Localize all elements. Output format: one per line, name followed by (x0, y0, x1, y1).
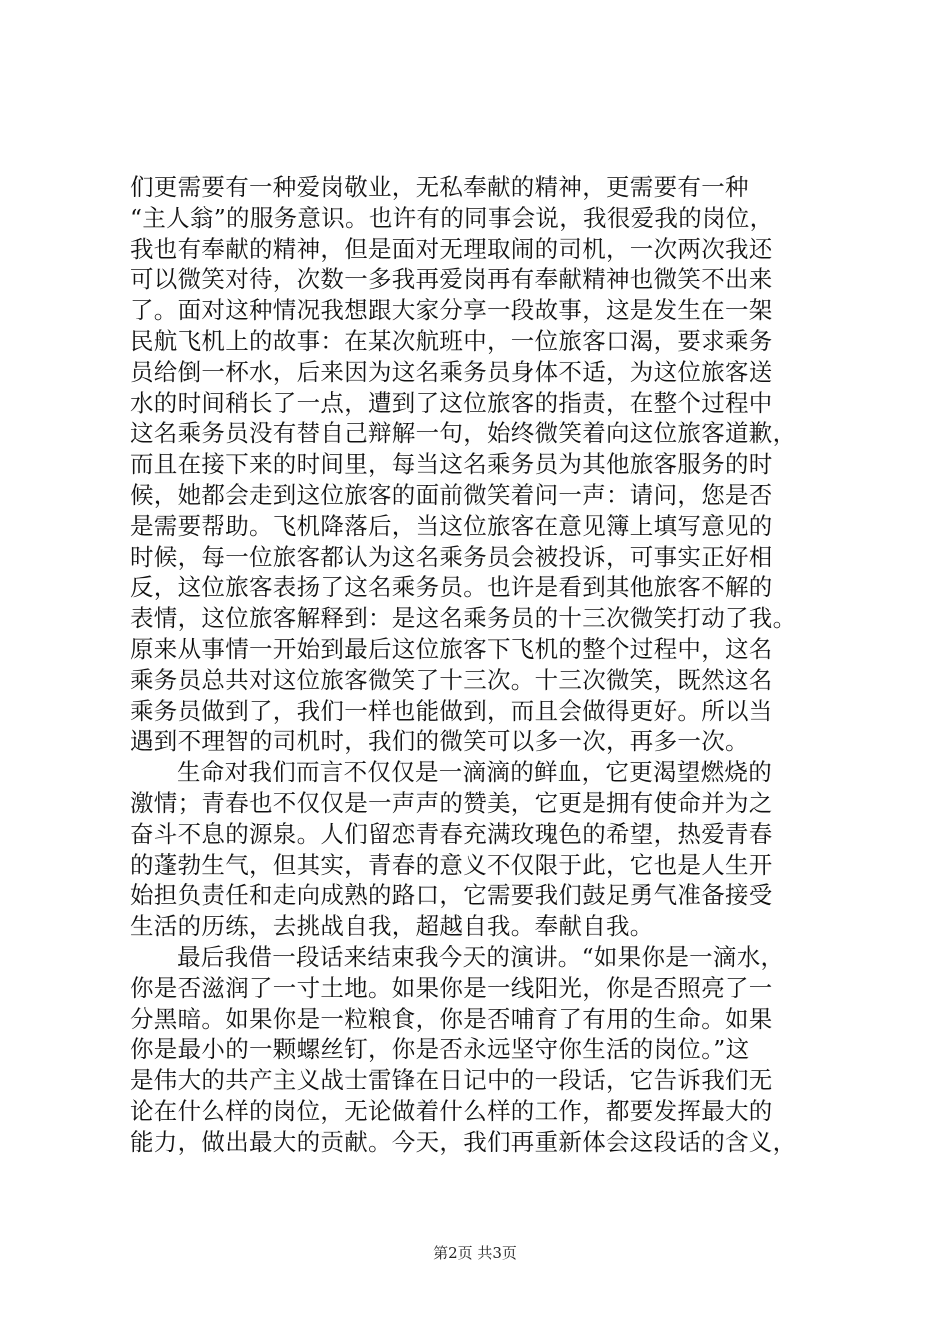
text-line: 候，她都会走到这位旅客的面前微笑着问一声：请问，您是否 (130, 480, 773, 509)
text-line: 遇到不理智的司机时，我们的微笑可以多一次，再多一次。 (130, 727, 749, 756)
text-line: 而且在接下来的时间里，每当这名乘务员为其他旅客服务的时 (130, 450, 773, 479)
text-line: 反，这位旅客表扬了这名乘务员。也许是看到其他旅客不解的 (130, 573, 773, 602)
text-line: 员给倒一杯水，后来因为这名乘务员身体不适，为这位旅客送 (130, 357, 773, 386)
text-line: 分黑暗。如果你是一粒粮食，你是否哺育了有用的生命。如果 (130, 1004, 773, 1033)
text-line: 乘务员总共对这位旅客微笑了十三次。十三次微笑，既然这名 (130, 665, 773, 694)
text-line: 奋斗不息的源泉。人们留恋青春充满玫瑰色的希望，热爱青春 (130, 819, 773, 848)
text-line: 的蓬勃生气，但其实，青春的意义不仅限于此，它也是人生开 (130, 850, 773, 879)
text-line: 可以微笑对待，次数一多我再爱岗再有奉献精神也微笑不出来 (130, 265, 773, 294)
text-line: 始担负责任和走向成熟的路口，它需要我们鼓足勇气准备接受 (130, 881, 773, 910)
text-line: 表情，这位旅客解释到：是这名乘务员的十三次微笑打动了我。 (130, 604, 797, 633)
text-line: 水的时间稍长了一点，遭到了这位旅客的指责，在整个过程中 (130, 388, 773, 417)
text-line: 是伟大的共产主义战士雷锋在日记中的一段话，它告诉我们无 (130, 1066, 773, 1095)
text-line: 激情；青春也不仅仅是一声声的赞美，它更是拥有使命并为之 (130, 788, 773, 817)
text-line: 论在什么样的岗位，无论做着什么样的工作，都要发挥最大的 (130, 1096, 773, 1125)
paragraph-start-line: 最后我借一段话来结束我今天的演讲。“如果你是一滴水， (177, 942, 785, 971)
text-line: 时候，每一位旅客都认为这名乘务员会被投诉，可事实正好相 (130, 542, 773, 571)
text-line: “主人翁”的服务意识。也许有的同事会说，我很爱我的岗位， (130, 203, 774, 232)
text-line: 你是否滋润了一寸土地。如果你是一线阳光，你是否照亮了一 (130, 973, 773, 1002)
text-line: 们更需要有一种爱岗敬业，无私奉献的精神，更需要有一种 (130, 173, 749, 201)
text-line: 这名乘务员没有替自己辩解一句，始终微笑着向这位旅客道歉， (130, 419, 797, 448)
text-line: 能力，做出最大的贡献。今天，我们再重新体会这段话的含义， (130, 1127, 797, 1156)
page-number-footer: 第2页 共3页 (433, 1244, 517, 1262)
text-line: 了。面对这种情况我想跟大家分享一段故事，这是发生在一架 (130, 296, 773, 325)
text-line: 乘务员做到了，我们一样也能做到，而且会做得更好。所以当 (130, 696, 773, 725)
body-text (130, 172, 830, 1158)
text-line: 是需要帮助。飞机降落后，当这位旅客在意见簿上填写意见的 (130, 511, 773, 540)
text-line: 我也有奉献的精神，但是面对无理取闹的司机，一次两次我还 (130, 234, 773, 263)
paragraph-start-line: 生命对我们而言不仅仅是一滴滴的鲜血，它更渴望燃烧的 (177, 758, 772, 787)
text-line: 你是最小的一颗螺丝钉，你是否永远坚守你生活的岗位。”这 (130, 1035, 750, 1064)
text-line: 生活的历练，去挑战自我，超越自我。奉献自我。 (130, 912, 654, 941)
text-line: 原来从事情一开始到最后这位旅客下飞机的整个过程中，这名 (130, 634, 773, 663)
text-line: 民航飞机上的故事：在某次航班中，一位旅客口渴，要求乘务 (130, 326, 773, 355)
